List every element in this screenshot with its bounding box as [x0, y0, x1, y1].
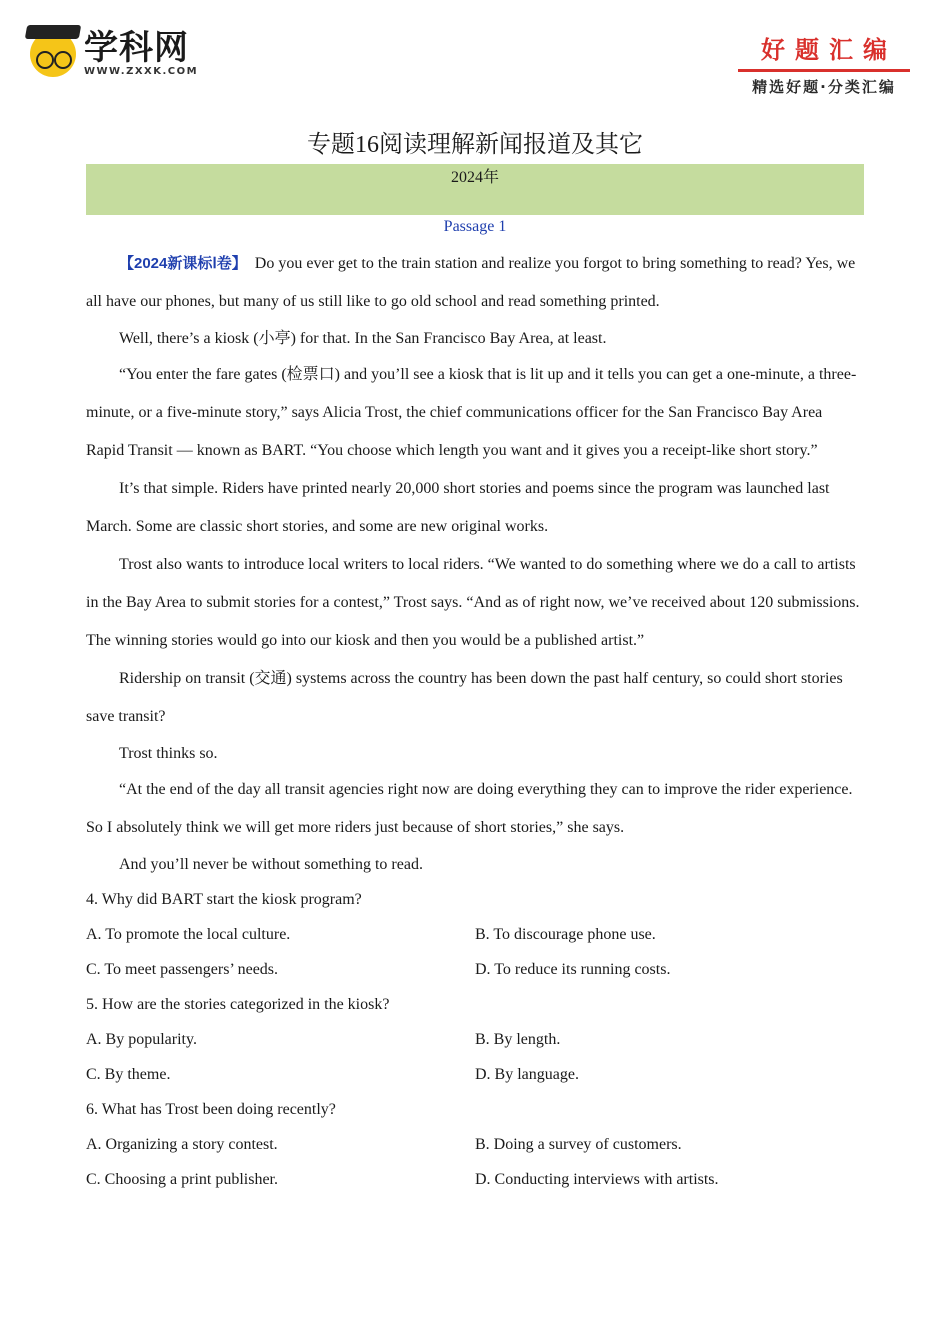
passage-paragraph: And you’ll never be without something to read.: [119, 856, 423, 873]
page-title: 专题16阅读理解新闻报道及其它: [307, 132, 643, 158]
question-5: [86, 987, 864, 1092]
question-6: [86, 1092, 864, 1197]
passage-paragraph: Ridership on transit (交通) systems across the country has been down the past half century, so could short stories save transit?: [86, 670, 843, 725]
logo-name: 学科网: [84, 28, 189, 68]
brand-subtitle: 精选好题·分类汇编: [752, 78, 896, 96]
option-a[interactable]: A. To promote the local culture.: [86, 926, 291, 943]
option-d[interactable]: D. To reduce its running costs.: [475, 961, 671, 978]
option-d[interactable]: D. By language.: [475, 1066, 579, 1083]
option-c[interactable]: C. Choosing a print publisher.: [86, 1171, 278, 1188]
option-d[interactable]: D. Conducting interviews with artists.: [475, 1171, 719, 1188]
page-header: [0, 0, 950, 112]
logo-url: WWW.ZXXK.COM: [84, 66, 199, 77]
passage-title: Passage 1: [443, 218, 507, 235]
option-b[interactable]: B. Doing a survey of customers.: [475, 1136, 682, 1153]
passage-paragraph: Well, there’s a kiosk (小亭) for that. In the San Francisco Bay Area, at least.: [119, 330, 607, 347]
option-b[interactable]: B. To discourage phone use.: [475, 926, 656, 943]
brand-badge: [738, 30, 910, 97]
option-a[interactable]: A. Organizing a story contest.: [86, 1136, 278, 1153]
passage-paragraph: It’s that simple. Riders have printed nearly 20,000 short stories and poems since the program was launched last March. Some are classic short stories, and some are new original works.: [86, 480, 830, 535]
year-heading: 2024年: [86, 164, 864, 215]
question-stem: 4. Why did BART start the kiosk program?: [86, 891, 362, 908]
option-b[interactable]: B. By length.: [475, 1031, 561, 1048]
passage-paragraph: Trost also wants to introduce local writers to local riders. “We wanted to do something where we do a call to artists in the Bay Area to submit stories for a contest,” Trost says. “And as of right now, we’ve received about 120 submissions. The winning stories would go into our kiosk and then you would be a published artist.”: [86, 556, 860, 649]
passage-paragraph: “At the end of the day all transit agencies right now are doing everything they can to improve the rider experience. So I absolutely think we will get more riders just because of short stories,” she says.: [86, 781, 853, 836]
passage-body: [86, 245, 864, 1197]
option-c[interactable]: C. By theme.: [86, 1066, 171, 1083]
option-c[interactable]: C. To meet passengers’ needs.: [86, 961, 279, 978]
exam-source-tag: 【2024新课标Ⅰ卷】: [119, 255, 247, 272]
mascot-icon: [30, 31, 76, 77]
passage-paragraph: 【2024新课标Ⅰ卷】 Do you ever get to the train station and realize you forgot to bring something to read? Yes, we all have our phones, but many of us still like to go old school and read something printed.: [86, 255, 856, 310]
passage-paragraph: “You enter the fare gates (检票口) and you’ll see a kiosk that is lit up and it tells you can get a one-minute, a three-minute, or a five-minute story,” says Alicia Trost, the chief communications officer for the San Francisco Bay Area Rapid Transit — known as BART. “You choose which length you want and it gives you a receipt-like short story.”: [86, 366, 857, 459]
zxxk-logo[interactable]: [30, 30, 198, 77]
question-stem: 5. How are the stories categorized in the kiosk?: [86, 996, 390, 1013]
passage-paragraph: Trost thinks so.: [119, 745, 218, 762]
question-stem: 6. What has Trost been doing recently?: [86, 1101, 336, 1118]
question-4: [86, 882, 864, 987]
brand-title: 好题汇编: [738, 30, 910, 72]
option-a[interactable]: A. By popularity.: [86, 1031, 197, 1048]
